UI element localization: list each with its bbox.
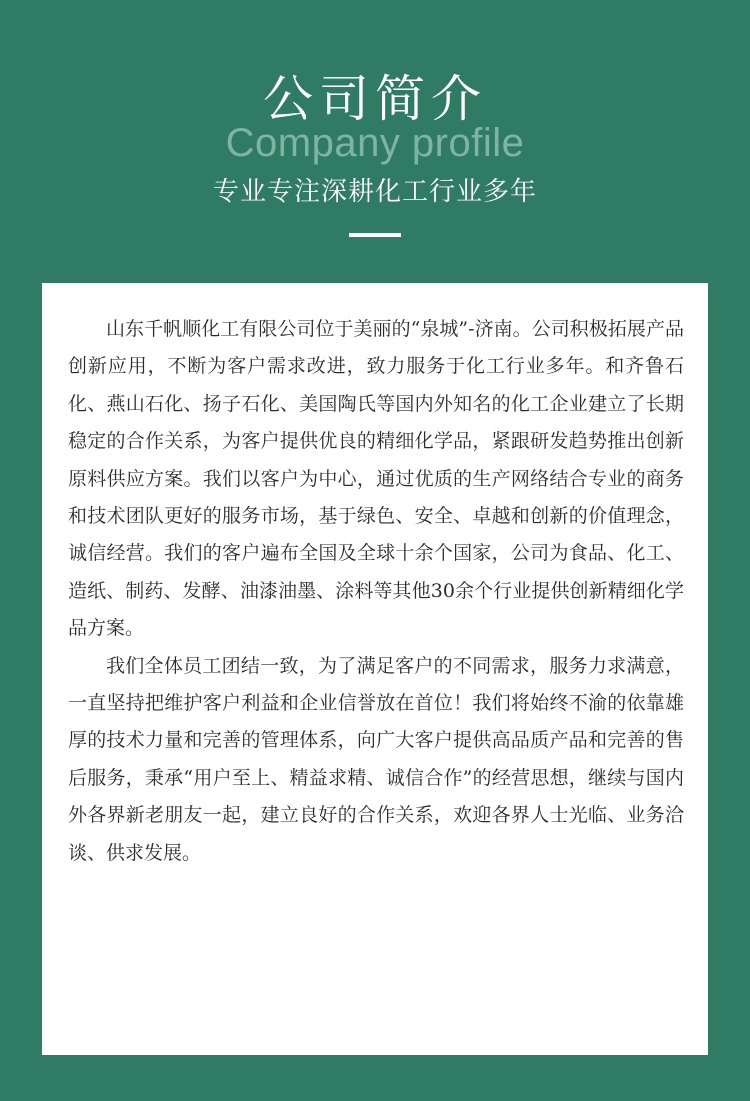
profile-card [42, 283, 708, 1055]
slogan: 专业专注深耕化工行业多年 [212, 177, 537, 207]
profile-header [0, 0, 750, 283]
commitment-paragraph: 我们全体员工团结一致，为了满足客户的不同需求，服务力求满意，一直坚持把维护客户利益和企业信誉放在首位！我们将始终不渝的依靠雄厚的技术力量和完善的管理体系，向广大客户提供高品质产品和完善的售后服务，秉承“用户至上、精益求精、诚信合作”的经营思想，继续与国内外各界新老朋友一起，建立良好的合作关系，欢迎各界人士光临、业务洽谈、供求发展。 [68, 654, 684, 864]
english-subtitle: Company profile [225, 121, 525, 165]
intro-paragraph: 山东千帆顺化工有限公司位于美丽的“泉城”-济南。公司积极拓展产品创新应用，不断为客户需求改进，致力服务于化工行业多年。和齐鲁石化、燕山石化、扬子石化、美国陶氏等国内外知名的化工企业建立了长期稳定的合作关系，为客户提供优良的精细化学品，紧跟研发趋势推出创新原料供应方案。我们以客户为中心，通过优质的生产网络结合专业的商务和技术团队更好的服务市场，基于绿色、安全、卓越和创新的价值理念，诚信经营。我们的客户遍布全国及全球十余个国家，公司为食品、化工、造纸、制药、发酵、油漆油墨、涂料等其他30余个行业提供创新精细化学品方案。 [68, 318, 684, 640]
page-title: 公司简介 [263, 70, 487, 128]
profile-text [68, 311, 684, 872]
title-divider [349, 233, 401, 237]
